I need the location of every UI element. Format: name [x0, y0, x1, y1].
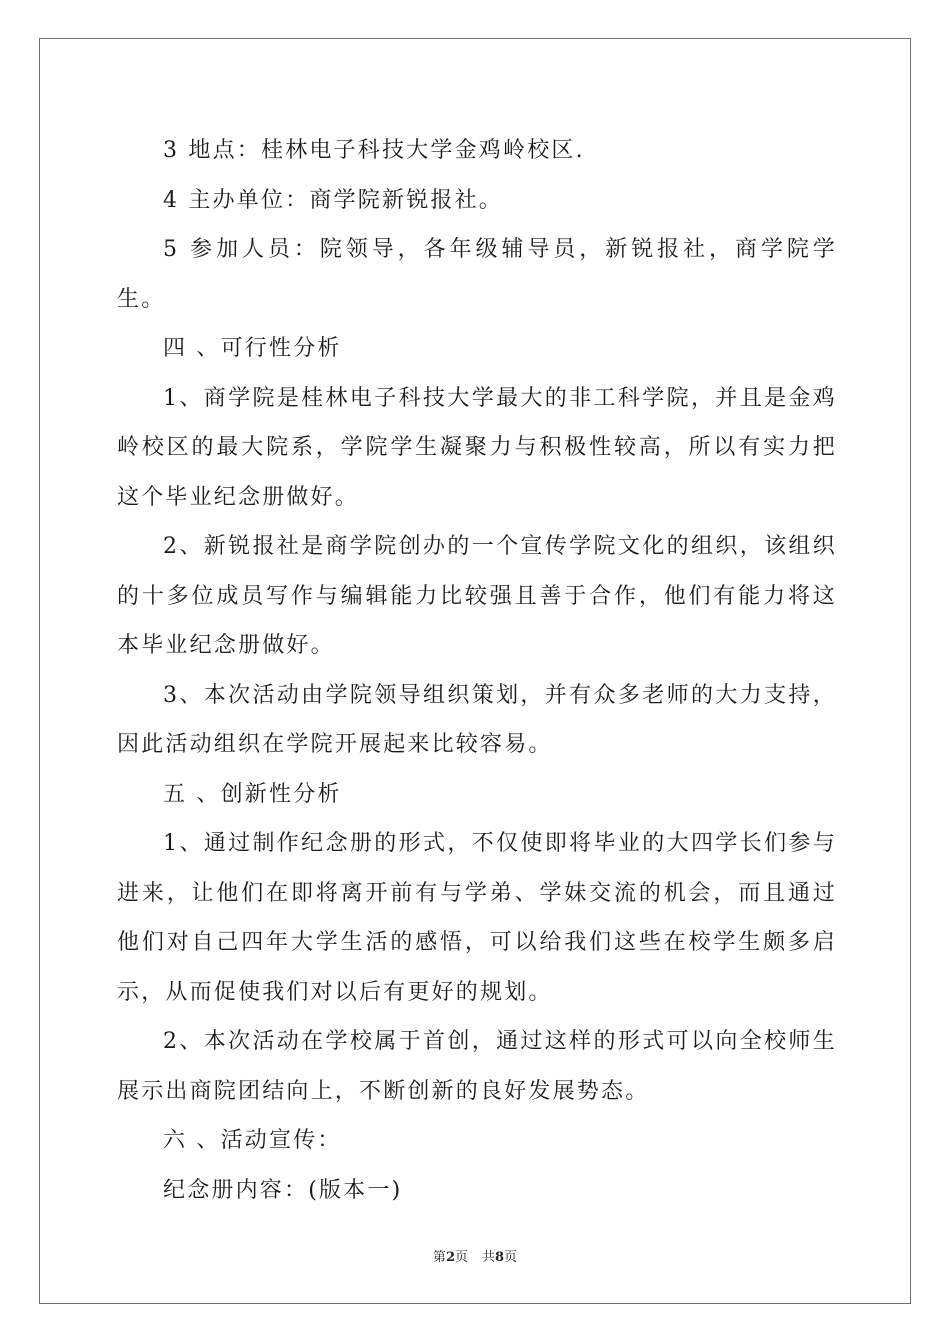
page-suffix: 页 — [454, 1250, 468, 1265]
page-footer — [0, 1246, 950, 1265]
section-heading-feasibility: 四 、可行性分析 — [163, 336, 342, 361]
current-page-number: 2 — [445, 1250, 455, 1265]
paragraph-location: 3 地点：桂林电子科技大学金鸡岭校区. — [163, 138, 585, 163]
page-prefix: 第 — [432, 1250, 446, 1265]
total-page-count: 8 — [495, 1250, 505, 1265]
paragraph-participants: 5 参加人员：院领导，各年级辅导员，新锐报社，商学院学生。 — [117, 237, 837, 312]
paragraph-organizer: 4 主办单位：商学院新锐报社。 — [163, 187, 503, 213]
section-heading-innovation: 五 、创新性分析 — [163, 781, 342, 807]
total-prefix: 共 — [482, 1250, 496, 1265]
paragraph-yearbook-content: 纪念册内容：(版本一) — [163, 1177, 403, 1203]
paragraph-feasibility-1: 1、商学院是桂林电子科技大学最大的非工科学院，并且是金鸡岭校区的最大院系，学院学生凝聚力与积极性较高，所以有实力把这个毕业纪念册做好。 — [117, 385, 837, 510]
paragraph-innovation-2: 2、本次活动在学校属于首创，通过这样的形式可以向全校师生展示出商院团结向上，不断创新的良好发展势态。 — [117, 1029, 837, 1104]
section-heading-promotion: 六 、活动宣传： — [163, 1128, 342, 1153]
paragraph-feasibility-3: 3、本次活动由学院领导组织策划，并有众多老师的大力支持，因此活动组织在学院开展起来比较容易。 — [117, 682, 837, 757]
paragraph-feasibility-2: 2、新锐报社是商学院创办的一个宣传学院文化的组织，该组织的十多位成员写作与编辑能力比较强且善于合作，他们有能力将这本毕业纪念册做好。 — [117, 534, 837, 658]
paragraph-innovation-1: 1、通过制作纪念册的形式，不仅使即将毕业的大四学长们参与进来，让他们在即将离开前有与学弟、学妹交流的机会，而且通过他们对自己四年大学生活的感悟，可以给我们这些在校学生颇多启示，从而促使我们对以后有更好的规划。 — [117, 831, 837, 1005]
total-suffix: 页 — [504, 1250, 518, 1265]
document-body — [117, 126, 837, 1215]
